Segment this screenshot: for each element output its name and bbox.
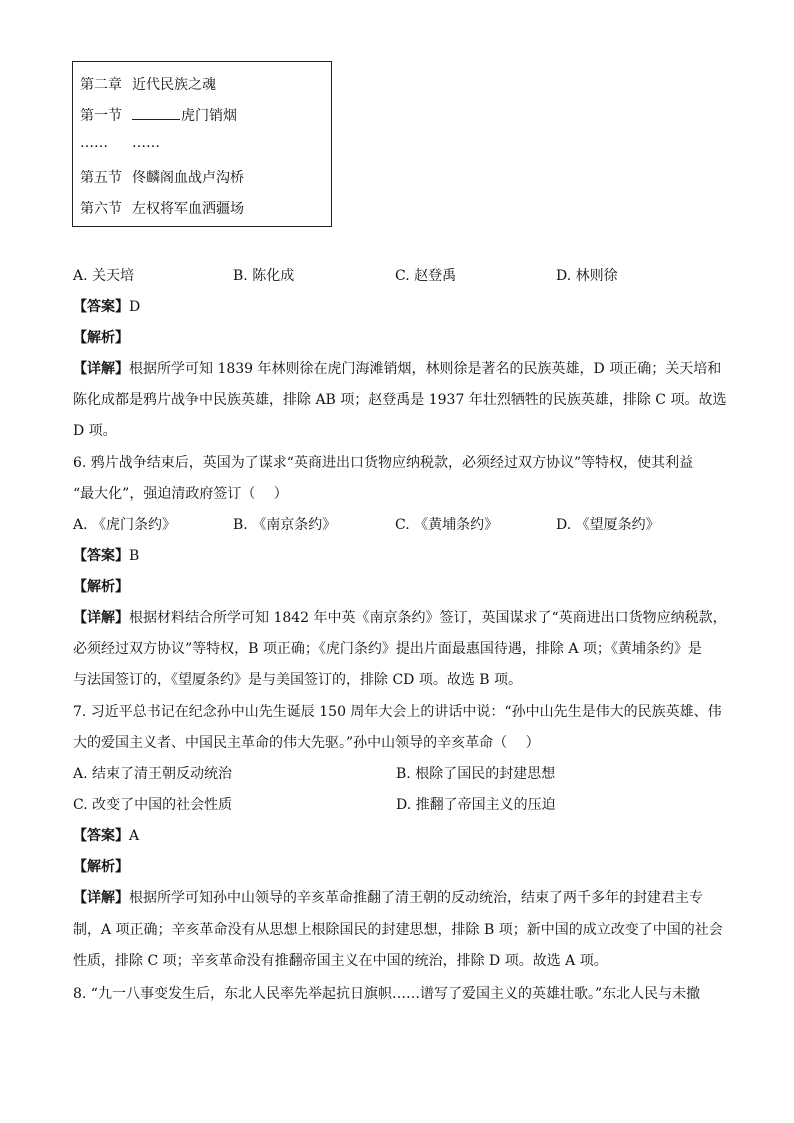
q7-option-c: C. 改变了中国的社会性质 (73, 797, 233, 813)
toc-line-3 (80, 135, 160, 151)
q6-detail-line-2: 必须经过双方协议”等特权，B 项正确；《虎门条约》提出片面最惠国待遇，排除 A 项；《黄埔条约》是 (73, 641, 702, 657)
answer-label: 【答案】 (73, 828, 129, 844)
q6-option-d: D. 《望厦条约》 (556, 517, 660, 533)
q7-option-d: D. 推翻了帝国主义的压迫 (396, 797, 556, 813)
q5-option-c: C. 赵登禹 (395, 268, 457, 284)
q5-answer (73, 297, 140, 317)
toc-line-1 (80, 74, 216, 94)
q5-analysis-label: 【解析】 (73, 330, 129, 346)
answer-value: D (129, 299, 141, 315)
toc-section: 第二章 (80, 77, 122, 93)
detail-text: 根据材料结合所学可知 1842 年中英《南京条约》签订，英国谋求了“英商进出口货物应纳税款， (129, 610, 727, 626)
q5-detail-line-2: 陈化成都是鸦片战争中民族英雄，排除 AB 项；赵登禹是 1937 年壮烈牺牲的民族英雄，排除 C 项。故选 (73, 392, 727, 408)
q7-detail-line-2: 制，A 项正确；辛亥革命没有从思想上根除国民的封建思想，排除 B 项；新中国的成立改变了中国的社会 (73, 922, 723, 938)
q6-stem-line-1: 6. 鸦片战争结束后，英国为了谋求“英商进出口货物应纳税款，必须经过双方协议”等特权，使其利益 (73, 455, 694, 471)
q5-option-a: A. 关天培 (73, 268, 135, 284)
q7-analysis-label: 【解析】 (73, 859, 129, 875)
answer-value: B (129, 548, 140, 564)
q5-detail-line-1 (73, 359, 721, 379)
toc-section: …… (80, 135, 108, 151)
q6-stem-line-2: “最大化”，强迫清政府签订（ ） (73, 486, 288, 502)
toc-line-5 (80, 198, 244, 218)
q8-stem-line-1: 8. “九一八事变发生后，东北人民率先举起抗日旗帜……谱写了爱国主义的英雄壮歌。”东北人民与未撤 (73, 986, 701, 1002)
toc-title: 左权将军血洒疆场 (132, 201, 244, 217)
toc-section: 第一节 (80, 108, 122, 124)
answer-label: 【答案】 (73, 299, 129, 315)
detail-label: 【详解】 (73, 610, 129, 626)
q7-option-b: B. 根除了国民的封建思想 (396, 766, 556, 782)
q6-detail-line-1 (73, 608, 727, 628)
q7-stem-line-1: 7. 习近平总书记在纪念孙中山先生诞辰 150 周年大会上的讲话中说：“孙中山先生是伟大的民族英雄、伟 (73, 704, 722, 720)
detail-label: 【详解】 (73, 361, 129, 377)
q7-detail-line-3: 性质，排除 C 项；辛亥革命没有推翻帝国主义在中国的统治，排除 D 项。故选 A 项。 (73, 953, 608, 969)
fill-in-blank (132, 107, 180, 120)
toc-line-4 (80, 167, 244, 187)
q6-option-c: C. 《黄埔条约》 (395, 517, 499, 533)
q6-option-b: B. 《南京条约》 (233, 517, 337, 533)
toc-section: 第六节 (80, 201, 122, 217)
toc-title: 虎门销烟 (181, 108, 237, 124)
q5-option-d: D. 林则徐 (556, 268, 618, 284)
answer-label: 【答案】 (73, 548, 129, 564)
detail-text: 根据所学可知孙中山领导的辛亥革命推翻了清王朝的反动统治，结束了两千多年的封建君主专 (129, 890, 703, 906)
toc-title: …… (132, 135, 160, 151)
toc-line-2 (80, 105, 237, 125)
answer-value: A (129, 828, 140, 844)
q6-answer (73, 546, 139, 566)
toc-title: 佟麟阁血战卢沟桥 (132, 170, 244, 186)
q6-option-a: A. 《虎门条约》 (73, 517, 177, 533)
q5-option-b: B. 陈化成 (233, 268, 295, 284)
q7-detail-line-1 (73, 888, 703, 908)
toc-title: 近代民族之魂 (132, 77, 216, 93)
table-of-contents-box (72, 61, 332, 227)
q5-detail-line-3: D 项。 (73, 423, 117, 439)
toc-section: 第五节 (80, 170, 122, 186)
q7-option-a: A. 结束了清王朝反动统治 (73, 766, 233, 782)
detail-label: 【详解】 (73, 890, 129, 906)
q7-stem-line-2: 大的爱国主义者、中国民主革命的伟大先驱。”孙中山领导的辛亥革命（ ） (73, 735, 540, 751)
q6-detail-line-3: 与法国签订的，《望厦条约》是与美国签订的，排除 CD 项。故选 B 项。 (73, 672, 523, 688)
q6-analysis-label: 【解析】 (73, 579, 129, 595)
detail-text: 根据所学可知 1839 年林则徐在虎门海滩销烟，林则徐是著名的民族英雄，D 项正确；关天培和 (129, 361, 722, 377)
q7-answer (73, 826, 139, 846)
